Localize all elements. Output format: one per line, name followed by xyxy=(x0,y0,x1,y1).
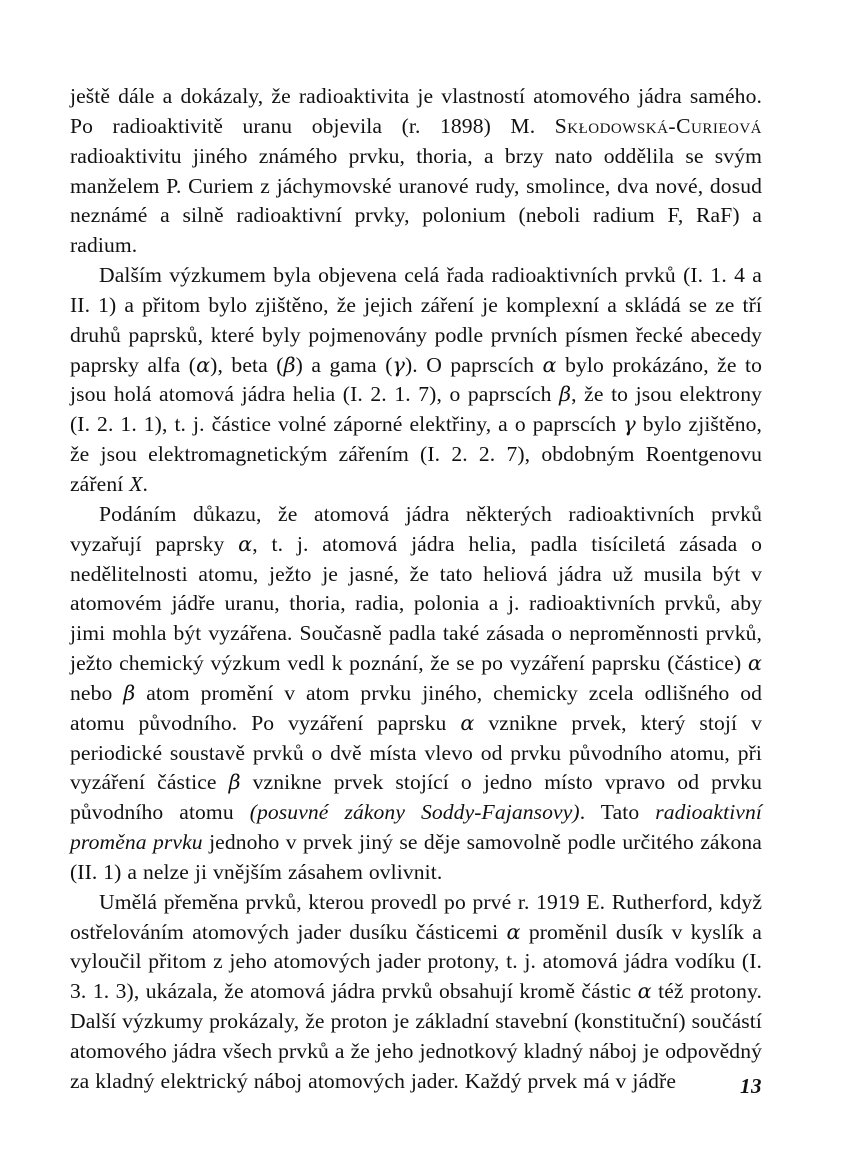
greek-symbol: α xyxy=(460,710,475,735)
body-text: ), beta ( xyxy=(210,352,284,377)
body-text: bylo prokázáno, že to jsou holá atomová jádra helia (I. 2. 1. 7), o paprscích xyxy=(70,352,762,407)
body-text: o. Po radioaktivitě uranu objevila (r. 1898) M. xyxy=(70,84,762,138)
greek-symbol: β xyxy=(283,352,296,377)
greek-symbol: α xyxy=(747,651,762,676)
body-text: vznikne prvek stojící o jedno místo vpravo od prvku původního atomu xyxy=(70,770,762,825)
greek-symbol: γ xyxy=(392,352,405,377)
emphasis-text: (posuvné zákony Soddy-Fajansovy) xyxy=(249,800,580,825)
paragraph xyxy=(70,261,762,500)
greek-symbol: α xyxy=(238,531,253,556)
greek-symbol: β xyxy=(228,770,241,795)
greek-symbol: γ xyxy=(623,412,636,437)
greek-symbol: α xyxy=(506,919,521,944)
paragraph xyxy=(70,888,762,1097)
body-text: jednoho v prvek jiný se děje samovolně podle určitého zákona (II. 1) a nelze ji vnějším zásahem ovlivnit. xyxy=(70,830,762,884)
body-text: atom promění v atom prvku jiného, chemicky zcela odlišného od atomu původního. Po vyzáření paprsku xyxy=(70,680,763,735)
greek-symbol: β xyxy=(559,382,572,407)
text-column xyxy=(70,82,762,1097)
body-text: Dalším výzkumem byla objevena celá řada radioaktivních prvků (I. 1. 4 a II. 1) a přitom bylo zjištěno, že jejich záření je komplexní a skládá se ze tří druhů paprsků, které byly pojmenovány podle prvních písmen řecké abecedy paprsky alfa ( xyxy=(70,263,762,377)
body-text: nebo xyxy=(70,680,124,705)
small-caps-name: Skłodowská-Curieová xyxy=(554,113,762,138)
body-text: , t. j. atomová jádra helia, padla tisíciletá zásada o nedělitelnosti atomu, ježto je jasné, že tato heliová jádra už musila být v atomovém jádře uranu, thoria, radia, polonia a j. radioaktivních prvků, aby jimi mohla být vyzářena. Současně padla také zásada o neproměnnosti prvků, ježto chemický výzkum vedl k poznání, že se po vyzáření paprsku (částice) xyxy=(70,531,762,676)
paragraph xyxy=(70,82,762,261)
greek-symbol: β xyxy=(123,680,136,705)
body-text: . Tato xyxy=(579,800,656,825)
greek-symbol: α xyxy=(542,352,557,377)
greek-symbol: α xyxy=(196,352,211,377)
body-text: vznikne prvek, který stojí v periodické soustavě prvků o dvě místa vlevo od prvku původního atomu, při vyzáření částice xyxy=(70,710,762,795)
body-text: Umělá přeměna prvků, kterou provedl po prvé r. 1919 E. Rutherford, když ostřelováním atomových jader dusíku částicemi xyxy=(70,889,762,944)
body-text: ) a gama ( xyxy=(295,352,393,377)
body-text: též protony. Další výzkumy prokázaly, že proton je základní stavební (konstituční) součástí atomového jádra všech prvků a že jeho jednotkový kladný náboj je odpovědný za kladný elektrický náboj atomových jader. Každý prvek má v jádře xyxy=(70,979,762,1093)
body-text: Podáním důkazu, že atomová jádra některých radioaktivních prvků vyzařují paprsky xyxy=(70,501,762,556)
body-text: proměnil dusík v kyslík a vyloučil přitom z jeho atomových jader protony, t. j. atomová jádra vodíku (I. 3. 1. 3), ukázala, že atomová jádra prvků obsahují kromě částic xyxy=(70,919,762,1004)
body-text: . xyxy=(142,471,149,496)
emphasis-text: X xyxy=(129,471,143,496)
body-text: ). O paprscích xyxy=(404,352,543,377)
body-text: radioaktivitu jiného známého prvku, thoria, a brzy nato oddělila se svým manželem P. Curiem z jáchymovské uranové rudy, smolince, dva nové, dosud neznámé a silně radioaktivní prvky, polonium (neboli radium F, RaF) a radium. xyxy=(70,143,762,258)
greek-symbol: α xyxy=(637,979,652,1004)
emphasis-text: radioaktivní proměna prvku xyxy=(70,800,762,855)
page-number: 13 xyxy=(740,1074,762,1098)
paragraph xyxy=(70,500,762,888)
body-text: , že to jsou elektrony (I. 2. 1. 1), t. j. částice volné záporné elektřiny, a o paprscích xyxy=(70,382,762,437)
body-text: ještě dále a dokázaly, že radioaktivita je vlastností atomového jádra saméh xyxy=(70,84,746,108)
body-text: bylo zjištěno, že jsou elektromagnetickým zářením (I. 2. 2. 7), obdobným Roentgenovu záření xyxy=(70,412,762,496)
